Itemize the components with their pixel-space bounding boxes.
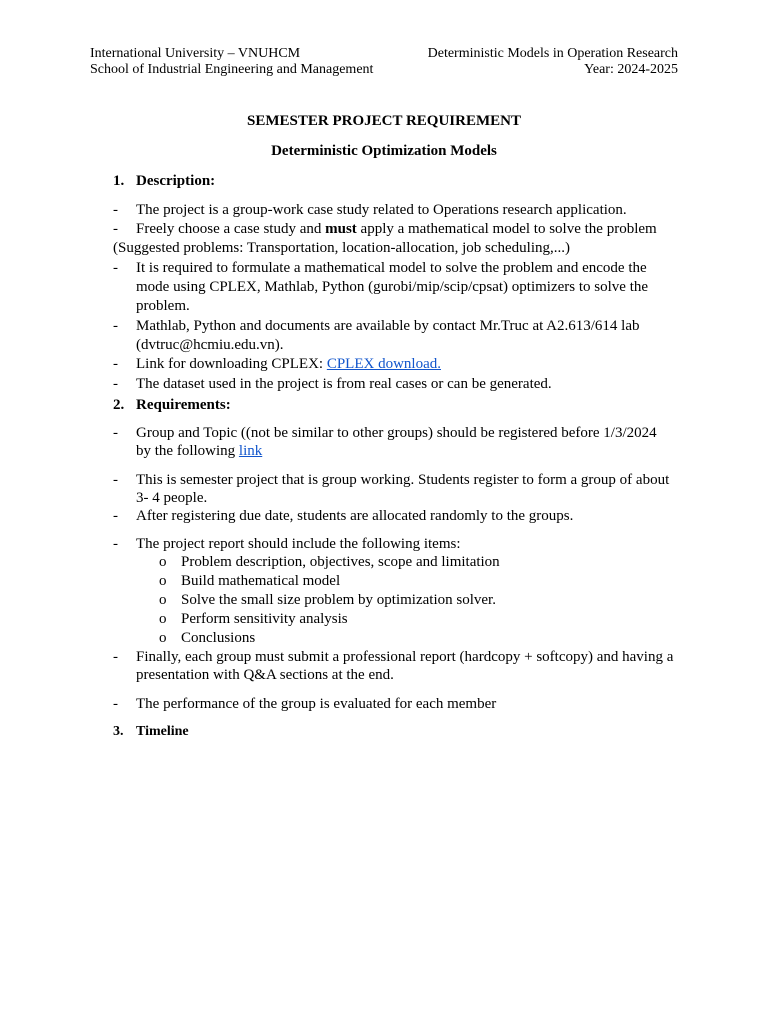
bullet-marker: - (113, 425, 118, 441)
section-3-number: 3. (113, 724, 124, 739)
req-bullet-4: The project report should include the following items: (136, 536, 461, 552)
bullet-marker: - (113, 649, 118, 665)
desc-bullet-1: The project is a group-work case study related to Operations research application. (136, 202, 627, 218)
desc-bullet-3-line-1: It is required to formulate a mathematical model to solve the problem and encode the (136, 260, 647, 276)
desc-bullet-3-line-2: mode using CPLEX, Mathlab, Python (gurobi/mip/scip/cpsat) optimizers to solve the (136, 279, 649, 295)
section-2-heading: Requirements: (136, 397, 231, 413)
bullet-marker: - (113, 376, 118, 392)
req-bullet-6: The performance of the group is evaluated for each member (136, 696, 497, 712)
document-subtitle: Deterministic Optimization Models (271, 143, 497, 159)
registration-link[interactable]: link (238, 443, 263, 459)
req-bullet-5-line-2: presentation with Q&A sections at the end. (136, 667, 394, 683)
req-bullet-2-line-2: 3- 4 people. (136, 490, 208, 506)
sub-bullet-marker: o (159, 554, 167, 570)
bullet-marker: - (113, 260, 118, 276)
bullet-marker: - (113, 221, 118, 237)
req-bullet-1-line-2: by the following link (136, 443, 263, 459)
academic-year: Year: 2024-2025 (584, 62, 678, 77)
desc-bullet-5: Link for downloading CPLEX: CPLEX download. (136, 356, 441, 372)
sub-bullet-marker: o (159, 592, 167, 608)
bullet-marker: - (113, 508, 118, 524)
desc-bullet-2-continuation: (Suggested problems: Transportation, location-allocation, job scheduling,...) (113, 240, 571, 256)
school-name: School of Industrial Engineering and Management (90, 62, 374, 77)
desc-bullet-4-line-1: Mathlab, Python and documents are available by contact Mr.Truc at A2.613/614 lab (136, 318, 640, 334)
bullet-marker: - (113, 202, 118, 218)
desc-bullet-3-line-3: problem. (136, 298, 190, 314)
emphasis-must: must (325, 221, 357, 237)
bullet-marker: - (113, 472, 118, 488)
req-bullet-5-line-1: Finally, each group must submit a professional report (hardcopy + softcopy) and having a (136, 649, 674, 665)
report-item-4: Perform sensitivity analysis (181, 611, 348, 627)
desc-bullet-2: Freely choose a case study and must apply a mathematical model to solve the problem (136, 221, 657, 237)
sub-bullet-marker: o (159, 630, 167, 646)
desc-bullet-4-line-2: (dvtruc@hcmiu.edu.vn). (136, 337, 284, 353)
bullet-marker: - (113, 696, 118, 712)
bullet-marker: - (113, 318, 118, 334)
document-title: SEMESTER PROJECT REQUIREMENT (247, 113, 521, 129)
sub-bullet-marker: o (159, 611, 167, 627)
desc-bullet-6: The dataset used in the project is from real cases or can be generated. (136, 376, 552, 392)
section-2-number: 2. (113, 397, 125, 413)
university-name: International University – VNUHCM (90, 46, 301, 61)
section-3-heading: Timeline (136, 724, 189, 739)
req-bullet-3: After registering due date, students are allocated randomly to the groups. (136, 508, 574, 524)
sub-bullet-marker: o (159, 573, 167, 589)
bullet-marker: - (113, 356, 118, 372)
req-bullet-2-line-1: This is semester project that is group working. Students register to form a group of about (136, 472, 670, 488)
header-right (428, 46, 678, 78)
report-item-1: Problem description, objectives, scope and limitation (181, 554, 500, 570)
header-left (90, 46, 373, 78)
bullet-marker: - (113, 536, 118, 552)
report-item-5: Conclusions (181, 630, 256, 646)
section-1-heading: Description: (136, 173, 216, 189)
req-bullet-1-line-1: Group and Topic ((not be similar to other groups) should be registered before 1/3/2024 (136, 425, 657, 441)
course-name: Deterministic Models in Operation Research (427, 46, 678, 61)
cplex-download-link[interactable]: CPLEX download. (326, 356, 441, 372)
section-1-number: 1. (113, 173, 125, 189)
report-item-3: Solve the small size problem by optimization solver. (181, 592, 496, 608)
report-item-2: Build mathematical model (181, 573, 341, 589)
